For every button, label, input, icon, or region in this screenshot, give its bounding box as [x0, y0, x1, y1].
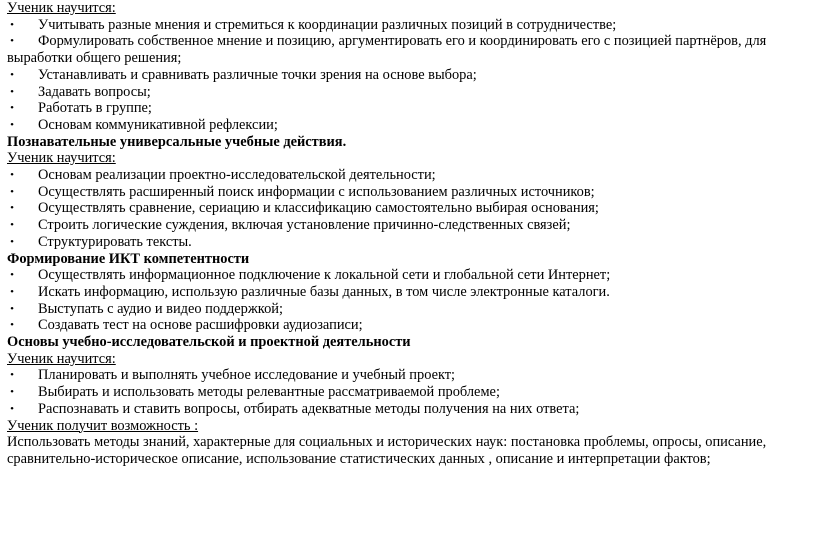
document-body — [7, 0, 813, 468]
bullet-icon: • — [10, 386, 14, 399]
bullet-icon: • — [10, 235, 14, 248]
list-item: • Выбирать и использовать методы релевантные рассматриваемой проблеме; — [7, 384, 813, 401]
bullet-icon: • — [10, 85, 14, 98]
list-item: • Формулировать собственное мнение и позицию, аргументировать его и координировать его с позицией партнёров, для выработки общего решения; — [7, 33, 767, 67]
list-item: • Искать информацию, использую различные базы данных, в том числе электронные каталоги. — [7, 284, 813, 301]
list-item: • Осуществлять сравнение, сериацию и классификацию самостоятельно выбирая основания; — [7, 200, 813, 217]
cognitive-heading: Ученик научится: — [7, 150, 116, 167]
bullet-icon: • — [10, 219, 14, 232]
cognitive-title: Познавательные универсальные учебные действия. — [7, 133, 347, 150]
ict-list — [7, 267, 813, 334]
list-item: • Работать в группе; — [7, 100, 813, 117]
opportunity-text: Использовать методы знаний, характерные для социальных и исторических наук: постановка проблемы, опросы, описание, сравнительно-историческое описание, использование статистических данных , описание и интерпретации фактов; — [7, 434, 767, 467]
opportunity-heading: Ученик получит возможность : — [7, 417, 199, 434]
bullet-icon: • — [10, 18, 14, 31]
cognitive-list — [7, 167, 813, 251]
list-item: • Основам коммуникативной рефлексии; — [7, 117, 813, 134]
list-item: • Создавать тест на основе расшифровки аудиозаписи; — [7, 317, 813, 334]
list-item: • Выступать с аудио и видео поддержкой; — [7, 301, 813, 318]
bullet-icon: • — [10, 35, 14, 48]
comm-list — [7, 17, 813, 134]
bullet-icon: • — [10, 169, 14, 182]
list-item: • Планировать и выполнять учебное исследование и учебный проект; — [7, 367, 813, 384]
list-item: • Строить логические суждения, включая установление причинно-следственных связей; — [7, 217, 813, 234]
list-item: • Учитывать разные мнения и стремиться к координации различных позиций в сотрудничестве; — [7, 17, 813, 34]
bullet-icon: • — [10, 402, 14, 415]
comm-heading: Ученик научится: — [7, 0, 116, 16]
list-item: • Распознавать и ставить вопросы, отбирать адекватные методы получения на них ответа; — [7, 401, 813, 418]
bullet-icon: • — [10, 319, 14, 332]
bullet-icon: • — [10, 102, 14, 115]
list-item: • Осуществлять информационное подключение к локальной сети и глобальной сети Интернет; — [7, 267, 813, 284]
research-heading: Ученик научится: — [7, 350, 116, 367]
bullet-icon: • — [10, 302, 14, 315]
bullet-icon: • — [10, 369, 14, 382]
bullet-icon: • — [10, 269, 14, 282]
bullet-icon: • — [10, 118, 14, 131]
bullet-icon: • — [10, 285, 14, 298]
list-item: • Осуществлять расширенный поиск информации с использованием различных источников; — [7, 184, 813, 201]
bullet-icon: • — [10, 68, 14, 81]
bullet-icon: • — [10, 202, 14, 215]
list-item: • Основам реализации проектно-исследовательской деятельности; — [7, 167, 813, 184]
list-item: • Структурировать тексты. — [7, 234, 813, 251]
list-item: • Устанавливать и сравнивать различные точки зрения на основе выбора; — [7, 67, 813, 84]
ict-title: Формирование ИКТ компетентности — [7, 250, 250, 267]
research-title: Основы учебно-исследовательской и проектной деятельности — [7, 334, 411, 351]
bullet-icon: • — [10, 185, 14, 198]
list-item: • Задавать вопросы; — [7, 84, 813, 101]
research-list — [7, 367, 813, 417]
